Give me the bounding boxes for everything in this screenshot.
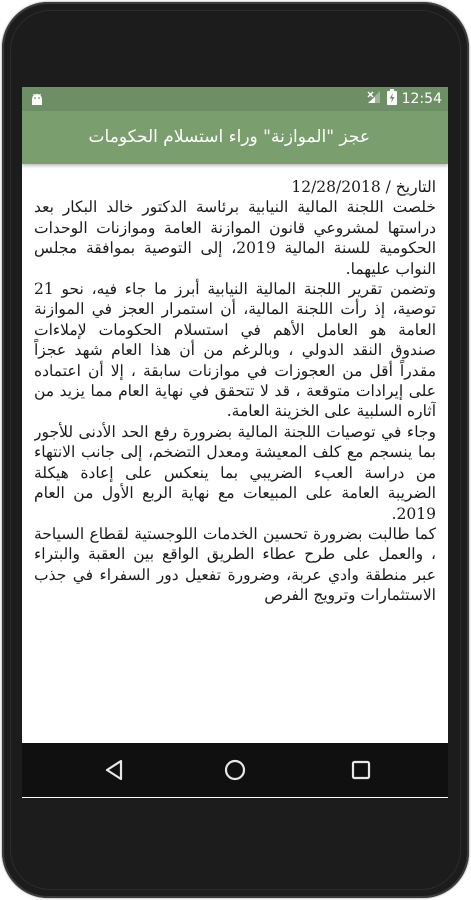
status-time: 12:54 — [401, 91, 442, 107]
article-paragraph: خلصت اللجنة المالية النيابية برئاسة الدكتور خالد البكار بعد دراستها لمشروعي قانون الموازنة العامة وموازنات الوحدات الحكومية للسنة المالية 2019، إلى التوصية بموافقة مجلس النواب عليهما. — [34, 198, 436, 278]
battery-charging-icon — [387, 89, 397, 109]
article-body[interactable] — [34, 177, 436, 789]
article-paragraph: كما طالبت بضرورة تحسين الخدمات اللوجستية لقطاع السياحة ، والعمل على طرح عطاء الطريق الواقع بين العقبة والبتراء عبر منطقة وادي عربة، وضرورة تفعيل دور السفراء في جذب الاستثمارات وترويج الفرص — [34, 524, 436, 605]
article-paragraph: وتضمن تقرير اللجنة المالية النيابية أبرز ما جاء فيه، نحو 21 توصية، إذ رأت اللجنة المالية، أن استمرار العجز في الموازنة العامة هو العامل الأهم في استسلام الحكومات لإملاءات صندوق النقد الدولي ، وبالرغم من أن هذا العام شهد عجزاً مقدراً أقل من العجوزات في موازنات سابقة ، إلا أن اعتماده على إيرادات متوقعة ، قد لا تتحقق في نهاية العام مما يزيد من آثاره السلبية على الخزينة العامة. — [34, 280, 436, 421]
back-icon[interactable] — [100, 755, 130, 785]
recent-apps-icon[interactable] — [346, 755, 376, 785]
screen — [22, 87, 448, 798]
article-date: التاريخ / 12/28/2018 — [291, 178, 436, 196]
status-bar — [22, 87, 448, 111]
article-paragraph: وجاء في توصيات اللجنة المالية بضرورة رفع الحد الأدنى للأجور بما ينسجم مع كلف المعيشة ومعدل التضخم، إلى جانب الانتهاء من دراسة العبء الضريبي بما ينعكس على إعادة هيكلة الضريبة العامة على المبيعات مع نهاية الربع الأول من العام 2019. — [34, 422, 436, 523]
android-notification-icon — [30, 92, 44, 106]
navigation-bar — [22, 743, 448, 797]
no-signal-icon — [366, 90, 382, 108]
app-bar — [22, 111, 448, 164]
page-title: عجز "الموازنة" وراء استسلام الحكومات — [88, 127, 370, 147]
home-icon[interactable] — [220, 755, 250, 785]
